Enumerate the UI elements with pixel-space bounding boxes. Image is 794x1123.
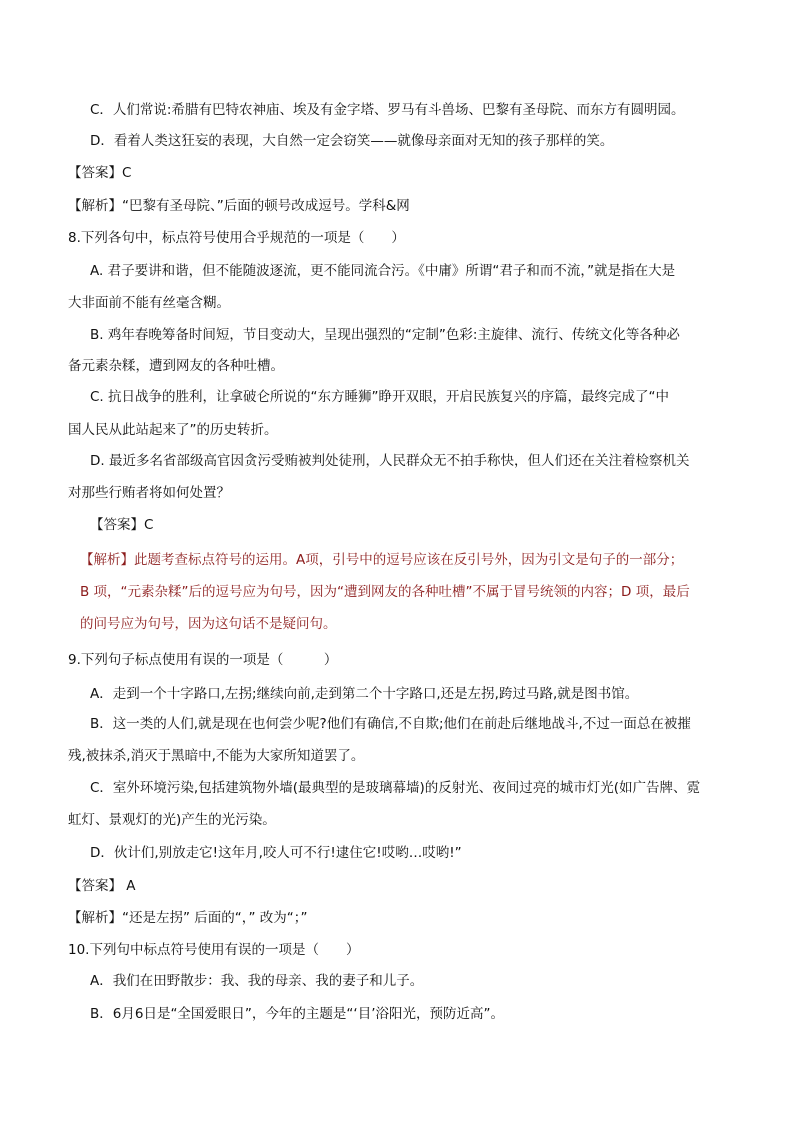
q8-option-d-cont: 对那些行贿者将如何处置？ [68, 485, 230, 501]
q8-option-d: D. 最近多名省部级高官因贪污受贿被判处徒刑，人民群众无不拍手称快，但人们还在关注着检察机关 [90, 453, 690, 469]
answer-9: 【答案】 A [68, 878, 136, 894]
answer-7: 【答案】C [68, 165, 132, 181]
question-8: 8.下列各句中，标点符号使用合乎规范的一项是（ ） [68, 230, 405, 246]
question-9: 9.下列句子标点使用有误的一项是（ ） [68, 652, 338, 668]
q8-option-b: B. 鸡年春晚筹备时间短，节目变动大，呈现出强烈的“定制”色彩:主旋律、流行、传统文化等各种必 [90, 327, 680, 343]
q8-option-b-cont: 备元素杂糅，遭到网友的各种吐槽。 [68, 358, 284, 374]
q10-option-a: A．我们在田野散步：我、我的母亲、我的妻子和儿子。 [90, 973, 424, 989]
analysis-9: 【解析】“还是左拐” 后面的“，” 改为“；” [68, 910, 308, 926]
q9-option-d: D．伙计们,别放走它!这年月,咬人可不行!逮住它!哎哟…哎哟!” [90, 845, 462, 861]
q8-option-c: C. 抗日战争的胜利，让拿破仑所说的“东方睡狮”睁开双眼，开启民族复兴的序篇，最终完成了“中 [90, 389, 669, 405]
q10-option-b: B．6月6日是“全国爱眼日”，今年的主题是“‘目’浴阳光，预防近高”。 [90, 1006, 504, 1022]
q9-option-b: B．这一类的人们,就是现在也何尝少呢?他们有确信,不自欺;他们在前赴后继地战斗,不过一面总在被摧 [90, 716, 691, 732]
q9-option-a: A．走到一个十字路口,左拐;继续向前,走到第二个十字路口,还是左拐,跨过马路,就是图书馆。 [90, 686, 639, 702]
question-10: 10.下列句中标点符号使用有误的一项是（ ） [68, 942, 360, 958]
analysis-8-cont1: B 项，“元素杂糅”后的逗号应为句号，因为“遭到网友的各种吐槽”不属于冒号统领的内容；D 项，最后 [80, 584, 690, 600]
q8-option-c-cont: 国人民从此站起来了”的历史转折。 [68, 422, 278, 438]
q8-option-a: A. 君子要讲和谐，但不能随波逐流，更不能同流合污。《中庸》所谓“君子和而不流，”就是指在大是 [90, 263, 676, 279]
q9-option-c-cont: 虹灯、景观灯的光)产生的光污染。 [68, 812, 276, 828]
option-c-prev: C．人们常说:希腊有巴特农神庙、埃及有金字塔、罗马有斗兽场、巴黎有圣母院、而东方有圆明园。 [90, 102, 685, 118]
analysis-8-cont2: 的问号应为句号，因为这句话不是疑问句。 [80, 616, 337, 632]
answer-8: 【答案】C [90, 517, 154, 533]
q9-option-b-cont: 残,被抹杀,消灭于黑暗中,不能为大家所知道罢了。 [68, 748, 365, 764]
q9-option-c: C．室外环境污染,包括建筑物外墙(最典型的是玻璃幕墙)的反射光、夜间过亮的城市灯光(如广告牌、霓 [90, 780, 701, 796]
analysis-7: 【解析】“巴黎有圣母院、”后面的顿号改成逗号。学科&网 [68, 198, 410, 214]
analysis-8: 【解析】此题考查标点符号的运用。A项，引号中的逗号应该在反引号外，因为引文是句子的一部分； [80, 552, 684, 568]
q8-option-a-cont: 大非面前不能有丝毫含糊。 [68, 295, 230, 311]
option-d-prev: D．看着人类这狂妄的表现，大自然一定会窃笑——就像母亲面对无知的孩子那样的笑。 [90, 133, 614, 149]
